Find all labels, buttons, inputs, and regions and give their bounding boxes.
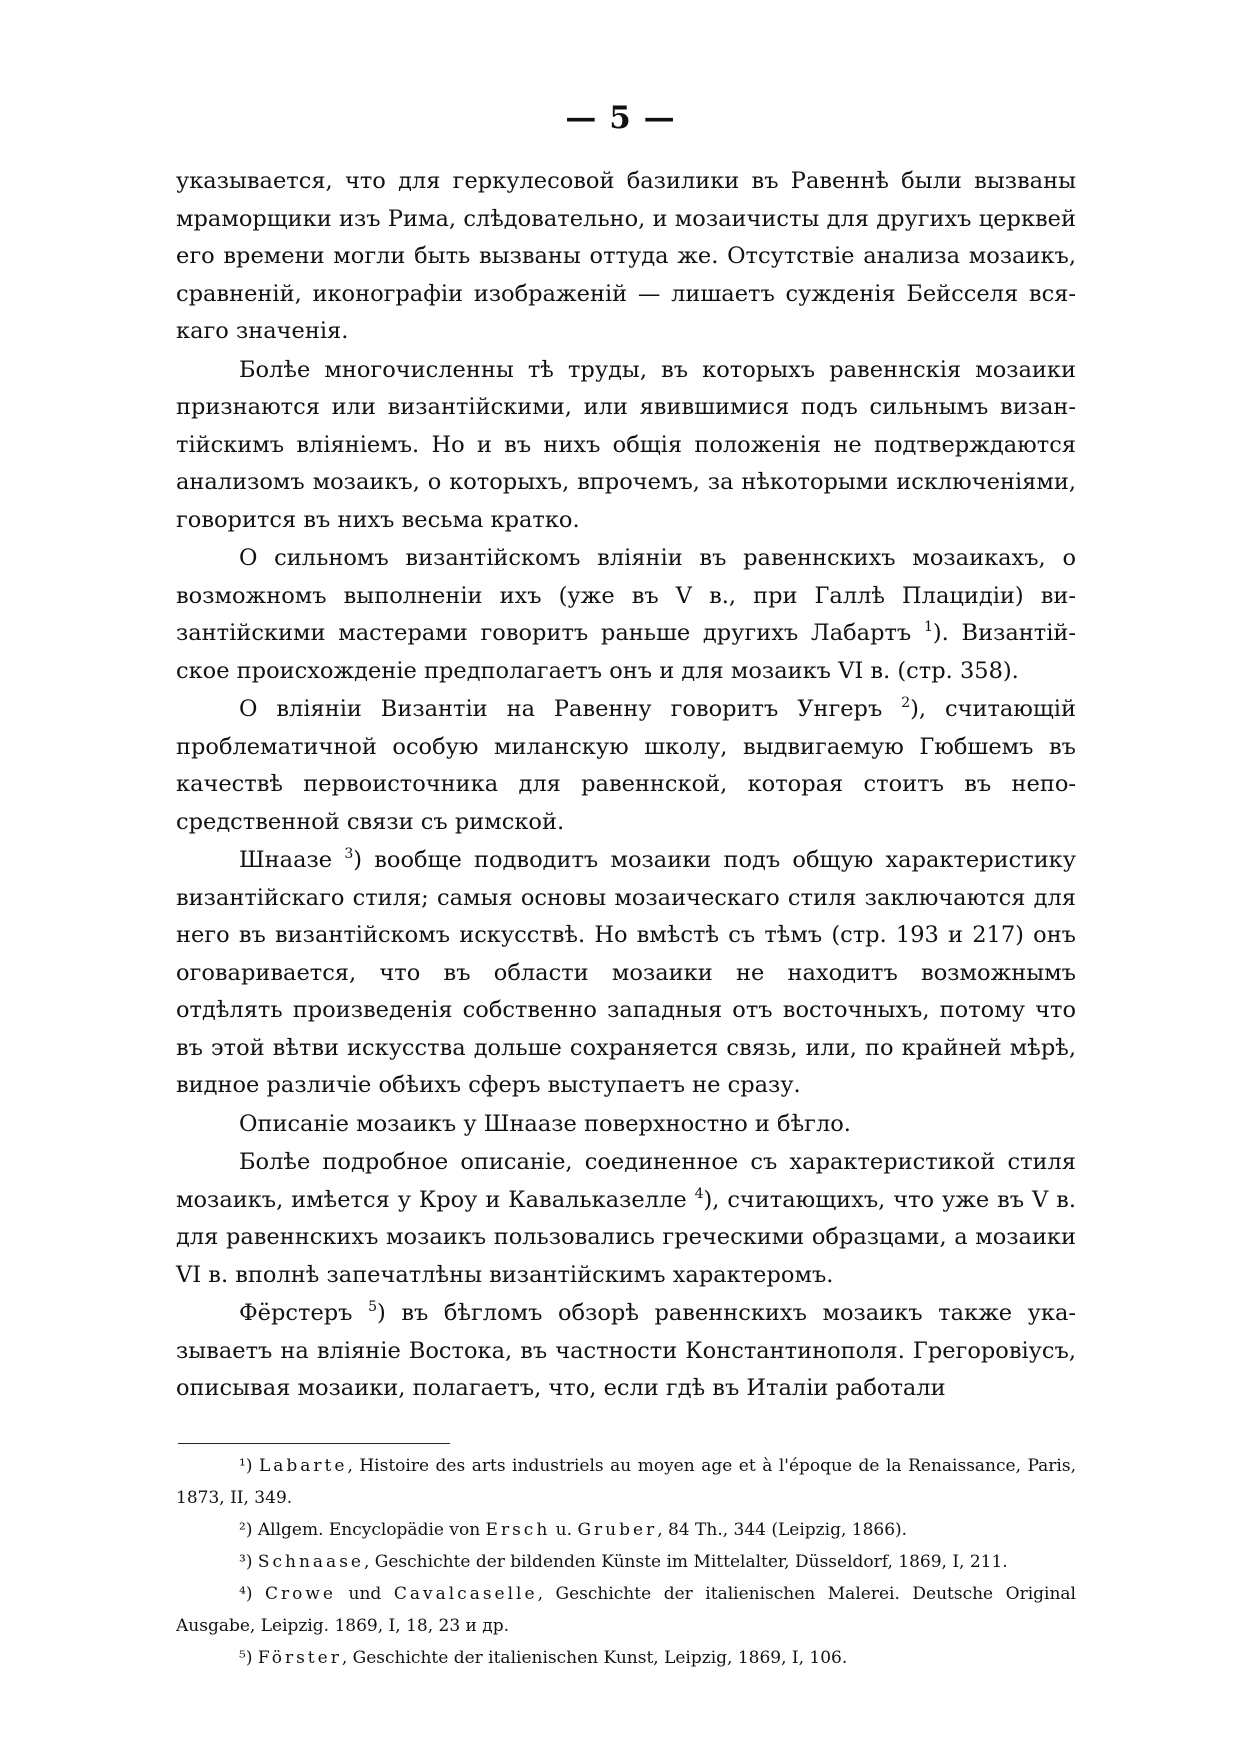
paragraph	[176, 691, 1076, 841]
text-run: u.	[550, 1520, 578, 1540]
text-run: ⁵)	[239, 1648, 258, 1668]
footnote	[176, 1578, 1076, 1642]
text-run: ¹)	[239, 1456, 259, 1476]
text-run: Болѣе многочисленны тѣ труды, въ которыхъ равеннскія мозаики признаются или византійскими, или явившимися подъ сильнымъ византійскимъ вліяніемъ. Но и въ нихъ общія положенія не подтверждаются анализомъ мозаикъ, о которыхъ, впрочемъ, за нѣкоторыми исключеніями, говорится въ нихъ весьма кратко.	[176, 356, 1076, 533]
text-run: ²) Allgem. Encyclopädie von	[239, 1520, 486, 1540]
paragraph	[176, 540, 1076, 690]
footnote-ref: 5	[368, 1299, 377, 1315]
text-run: Болѣе подробное описаніе, соединенное съ характеристикой стиля мозаикъ, имѣется у Кроу и Кавальказелле	[176, 1149, 1076, 1213]
text-run: ), считающій проблематичной особую миланскую школу, выдвигаемую Гюбшемъ въ качествѣ первоисточника для равеннской, которая стоитъ въ непосредственной связи съ римской.	[176, 696, 1077, 835]
text-run: und	[335, 1584, 394, 1604]
page-number: — 5 —	[565, 100, 676, 136]
text-run: , Geschichte der bildenden Künste im Mittelalter, Düsseldorf, 1869, I, 211.	[363, 1552, 1008, 1572]
text-run: Фёрстеръ	[239, 1300, 369, 1326]
text-run: , Geschichte der italienischen Kunst, Leipzig, 1869, I, 106.	[341, 1648, 848, 1668]
footnote	[176, 1514, 1076, 1546]
text-run: О сильномъ византійскомъ вліяніи въ равеннскихъ мозаикахъ, о возможномъ выполненіи ихъ (уже въ V в., при Галлѣ Плацидіи) византійскими мастерами говоритъ раньше другихъ Лабартъ	[176, 545, 1076, 646]
text-run: указывается, что для геркулесовой базилики въ Равеннѣ были вызваны мраморщики изъ Рима, слѣдовательно, и мозаичисты для другихъ церквей его времени могли быть вызваны оттуда же. Отсутствіе анализа мозаикъ, сравненій, иконографіи изображеній — лишаетъ сужденія Бейсселя всякаго значенія.	[176, 168, 1076, 344]
author-name: Schnaase	[257, 1552, 364, 1572]
footnote-ref: 2	[901, 695, 911, 711]
author-name: Gruber	[577, 1520, 658, 1540]
text-run: , Histoire des arts industriels au moyen age et à l'époque de la Renaissance, Paris, 1873, II, 349.	[176, 1456, 1076, 1508]
text-run: ⁴)	[239, 1584, 265, 1604]
footnote-ref: 3	[344, 846, 354, 862]
paragraph	[176, 163, 1076, 351]
footnote-ref: 1	[923, 619, 933, 635]
paragraph	[176, 842, 1076, 1105]
author-name: Förster	[257, 1648, 342, 1668]
text-run: , 84 Th., 344 (Leipzig, 1866).	[657, 1520, 908, 1540]
text-run: ³)	[239, 1552, 258, 1572]
footnote	[176, 1450, 1076, 1514]
text-run: Описаніе мозаикъ у Шнаазе поверхностно и бѣгло.	[239, 1110, 851, 1137]
paragraph	[176, 1144, 1076, 1294]
author-name: Crowe	[265, 1584, 336, 1604]
text-run: , Geschichte der italienischen Malerei. Deutsche Original Ausgabe, Leipzig. 1869, I, 18, 23 и др.	[176, 1584, 1076, 1636]
author-name: Labarte	[258, 1456, 348, 1476]
text-run: ) въ бѣгломъ обзорѣ равеннскихъ мозаикъ также указываетъ на вліяніе Востока, въ частности Константинополя. Грегоровіусъ, описывая мозаики, полагаетъ, что, если гдѣ въ Италіи работали	[176, 1300, 1077, 1401]
text-run: ) вообще подводитъ мозаики подъ общую характеристику византійскаго стиля; самыя основы мозаическаго стиля заключаются для него въ византійскомъ искусствѣ. Но вмѣстѣ съ тѣмъ (стр. 193 и 217) онъ оговаривается, что въ области мозаики не находитъ возможнымъ отдѣлять произведенія собственно западныя отъ восточныхъ, потому что въ этой вѣтви искусства дольше сохраняется связь, или, по крайней мѣрѣ, видное различіе обѣихъ сферъ выступаетъ не сразу.	[176, 847, 1076, 1098]
text-run: ), считающихъ, что уже въ V в. для равеннскихъ мозаикъ пользовались греческими образцами, а мозаики VI в. вполнѣ запечатлѣны византійскимъ характеромъ.	[176, 1186, 1076, 1288]
footnote-separator	[178, 1443, 450, 1444]
author-name: Cavalcaselle	[393, 1584, 538, 1604]
footnote-ref: 4	[694, 1185, 704, 1202]
text-run: О вліяніи Византіи на Равенну говоритъ Унгеръ	[239, 696, 902, 722]
footnote	[176, 1546, 1076, 1578]
paragraph	[176, 1106, 1076, 1144]
author-name: Ersch	[485, 1520, 551, 1540]
footnote	[176, 1642, 1076, 1674]
footnotes	[176, 1450, 1076, 1674]
paragraph	[176, 352, 1076, 540]
text-run: ). Византійское происхожденіе предполагаетъ онъ и для мозаикъ VI в. (стр. 358).	[176, 620, 1076, 684]
text-run: Шнаазе	[239, 847, 345, 873]
paragraph	[176, 1295, 1076, 1408]
body-text	[176, 163, 1076, 1408]
